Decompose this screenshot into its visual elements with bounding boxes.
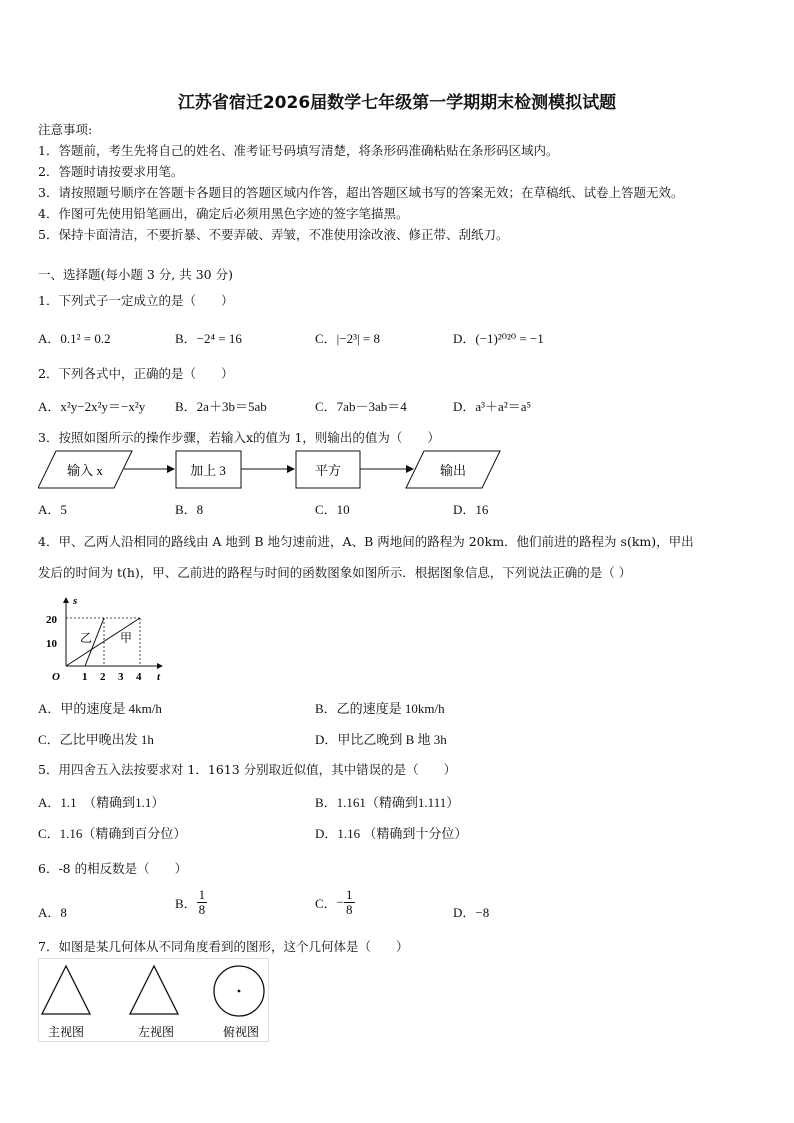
question-1-stem: 1．下列式子一定成立的是（ ） — [38, 293, 234, 308]
question-4-stem-line1: 4．甲、乙两人沿相同的路线由 A 地到 B 地匀速前进，A、B 两地间的路程为 20km．他们前进的路程为 s(km)，甲出 — [38, 534, 694, 549]
left-view-label: 左视图 — [137, 1025, 175, 1039]
y-tick-label: 20 — [46, 614, 57, 626]
x-tick-label: 4 — [136, 671, 142, 683]
question-6-stem: 6．-8 的相反数是（ ） — [38, 861, 188, 876]
q3-option-d: D．16 — [453, 502, 489, 517]
question-5-stem: 5．用四舍五入法按要求对 1．1613 分别取近似值，其中错误的是（ ） — [38, 762, 457, 777]
page-title: 江苏省宿迁2026届数学七年级第一学期期末检测模拟试题 — [177, 93, 617, 113]
note-item: 1．答题前，考生先将自己的姓名、准考证号码填写清楚，将条形码准确粘贴在条形码区域内。 — [38, 143, 559, 158]
y-tick-label: 10 — [46, 638, 57, 650]
q4-option-b: B．乙的速度是 10km/h — [315, 701, 445, 716]
q1-option-a: A．0.1² = 0.2 — [38, 331, 111, 346]
q1-c-expression: |−2³| = 8 — [336, 331, 380, 346]
front-view-triangle — [42, 966, 90, 1014]
section-heading: 一、选择题(每小题 3 分, 共 30 分) — [38, 267, 233, 282]
left-view-triangle — [130, 966, 178, 1014]
q4-option-d: D．甲比乙晚到 B 地 3h — [315, 732, 447, 747]
q4-option-a: A．甲的速度是 4km/h — [38, 701, 162, 716]
q5-option-d: D．1.16 （精确到十分位） — [315, 826, 468, 841]
q2-option-c: C．7ab－3ab＝4 — [315, 399, 407, 414]
q2-option-d: D．a³＋a²＝a⁵ — [453, 399, 532, 414]
q3-option-c: C．10 — [315, 502, 350, 517]
x-axis-label: t — [157, 671, 161, 683]
question-4-stem-line2: 发后的时间为 t(h)，甲、乙前进的路程与时间的函数图象如图所示．根据图象信息，下列说法正确的是（ ） — [38, 565, 632, 580]
q5-option-c: C．1.16（精确到百分位） — [38, 826, 187, 841]
question-7-stem: 7．如图是某几何体从不同角度看到的图形，这个几何体是（ ） — [38, 939, 409, 954]
q1-option-d: D．(−1)²⁰²⁰ = −1 — [453, 331, 544, 346]
q3-option-a: A．5 — [38, 502, 67, 517]
jia-line-label: 甲 — [120, 631, 133, 645]
fraction: $\frac{1}{8}$ — [346, 887, 353, 917]
q4-option-c: C．乙比甲晚出发 1h — [38, 732, 154, 747]
q6-option-b: B． $\frac{1}{8}$ — [175, 887, 206, 917]
q2-option-a: A．x²y−2x²y＝−x²y — [38, 399, 146, 414]
x-tick-label: 1 — [82, 671, 88, 683]
x-tick-label: 3 — [118, 671, 124, 683]
q3-option-b: B．8 — [175, 502, 204, 517]
note-item: 4．作图可先使用铅笔画出，确定后必须用黑色字迹的签字笔描黑。 — [38, 206, 409, 221]
top-view-label: 俯视图 — [222, 1025, 260, 1039]
origin-label: O — [52, 671, 60, 683]
q6-option-d: D．−8 — [453, 905, 490, 920]
x-tick-label: 2 — [100, 671, 106, 683]
q6-option-a: A．8 — [38, 905, 67, 920]
y-axis-label: s — [73, 595, 78, 607]
question-3-stem: 3．按照如图所示的操作步骤，若输入x的值为 1，则输出的值为（ ） — [38, 430, 440, 445]
q1-b-expression: −2⁴ = 16 — [196, 331, 242, 346]
flow-square-label: 平方 — [314, 463, 342, 478]
q5-option-a: A．1.1 （精确到1.1） — [38, 795, 165, 810]
note-item: 5．保持卡面清洁，不要折暴、不要弄破、弄皱，不准使用涂改液、修正带、刮纸刀。 — [38, 227, 509, 242]
q1-option-b: B．−2⁴ = 16 — [175, 331, 242, 346]
q3-flowchart — [38, 448, 508, 492]
note-item: 3．请按照题号顺序在答题卡各题目的答题区域内作答，超出答题区域书写的答案无效；在草稿纸、试卷上答题无效。 — [38, 185, 684, 200]
flow-output-label: 输出 — [439, 463, 467, 478]
yi-line-label: 乙 — [80, 631, 93, 645]
q1-a-expression: 0.1² = 0.2 — [60, 331, 111, 346]
flow-input-label: 输入 x — [67, 463, 103, 478]
q7-three-views-figure — [38, 958, 270, 1042]
q2-option-b: B．2a＋3b＝5ab — [175, 399, 267, 414]
note-item: 2．答题时请按要求用笔。 — [38, 164, 184, 179]
q4-distance-time-graph — [38, 592, 178, 684]
q1-option-c: C．|−2³| = 8 — [315, 331, 380, 346]
q6-option-c: C．− $\frac{1}{8}$ — [315, 887, 353, 917]
front-view-label: 主视图 — [47, 1025, 85, 1039]
fraction: $\frac{1}{8}$ — [198, 887, 206, 917]
top-view-center-dot — [238, 990, 241, 993]
flow-add-label: 加上 3 — [190, 463, 226, 478]
q1-d-expression: (−1)²⁰²⁰ = −1 — [475, 331, 544, 346]
question-2-stem: 2．下列各式中，正确的是（ ） — [38, 366, 234, 381]
notes-heading: 注意事项: — [38, 122, 93, 137]
q5-option-b: B．1.161（精确到1.111） — [315, 795, 460, 810]
